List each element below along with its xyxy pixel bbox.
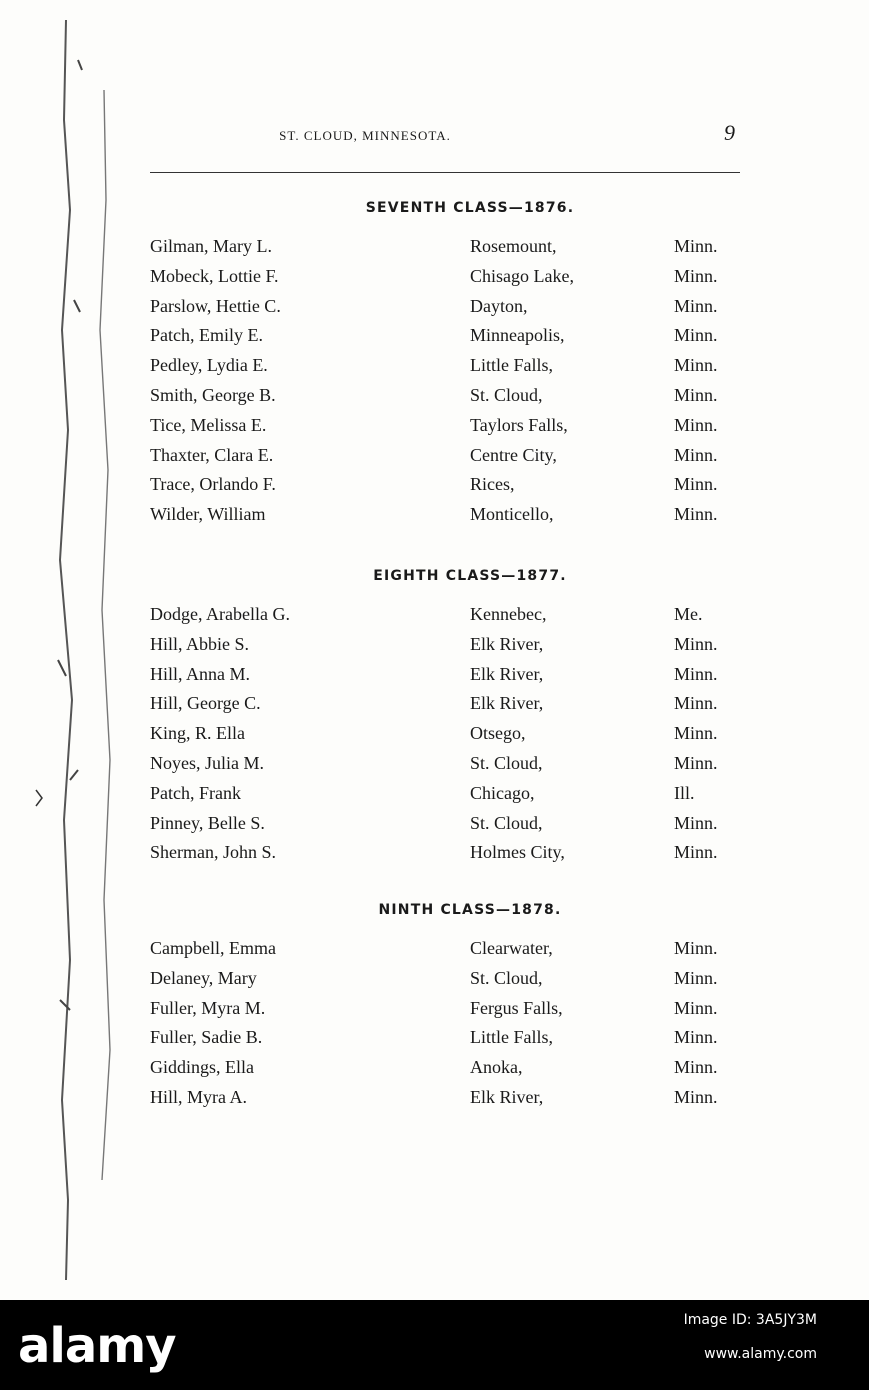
student-name: Dodge, Arabella G. bbox=[150, 604, 290, 624]
student-state: Minn. bbox=[674, 474, 718, 495]
student-name: Delaney, Mary bbox=[150, 967, 257, 988]
list-item bbox=[150, 411, 750, 441]
alamy-logo[interactable]: alamy bbox=[18, 1318, 176, 1374]
class-list bbox=[150, 934, 750, 1113]
student-name: Thaxter, Clara E. bbox=[150, 444, 274, 465]
student-name: Fuller, Sadie B. bbox=[150, 1027, 263, 1048]
student-state: Minn. bbox=[674, 723, 718, 744]
student-name: Fuller, Myra M. bbox=[150, 997, 266, 1018]
class-list bbox=[150, 232, 750, 530]
student-state: Minn. bbox=[674, 967, 718, 988]
student-name: Tice, Melissa E. bbox=[150, 414, 267, 435]
section-title: SEVENTH CLASS—1876. bbox=[365, 200, 575, 216]
student-state: Minn. bbox=[674, 355, 718, 376]
student-state: Minn. bbox=[674, 1086, 718, 1107]
student-town: St. Cloud, bbox=[470, 812, 543, 833]
student-state: Minn. bbox=[674, 414, 718, 435]
student-state: Minn. bbox=[674, 752, 718, 773]
list-item bbox=[150, 964, 750, 994]
student-name: Patch, Emily E. bbox=[150, 325, 263, 346]
class-list bbox=[150, 600, 750, 868]
student-town: Holmes City, bbox=[470, 842, 565, 863]
student-name: Hill, Myra A. bbox=[150, 1086, 247, 1107]
student-state: Minn. bbox=[674, 1057, 718, 1078]
student-name: Patch, Frank bbox=[150, 782, 241, 803]
student-town: Rices, bbox=[470, 474, 515, 495]
list-item bbox=[150, 630, 750, 660]
student-town: Monticello, bbox=[470, 504, 554, 525]
student-name: Mobeck, Lottie F. bbox=[150, 265, 279, 286]
list-item bbox=[150, 321, 750, 351]
student-state: Minn. bbox=[674, 1027, 718, 1048]
list-item bbox=[150, 749, 750, 779]
student-name: Smith, George B. bbox=[150, 384, 276, 405]
student-town: Centre City, bbox=[470, 444, 557, 465]
student-name: King, R. Ella bbox=[150, 723, 245, 744]
list-item bbox=[150, 292, 750, 322]
list-item bbox=[150, 779, 750, 809]
student-name: Gilman, Mary L. bbox=[150, 236, 272, 256]
list-item bbox=[150, 1053, 750, 1083]
student-name: Pedley, Lydia E. bbox=[150, 355, 268, 376]
student-state: Minn. bbox=[674, 997, 718, 1018]
student-town: Clearwater, bbox=[470, 938, 553, 958]
student-name: Trace, Orlando F. bbox=[150, 474, 276, 495]
class-section-seventh bbox=[150, 200, 750, 530]
student-town: Little Falls, bbox=[470, 355, 553, 376]
student-town: Fergus Falls, bbox=[470, 997, 563, 1018]
list-item bbox=[150, 934, 750, 964]
student-state: Minn. bbox=[674, 265, 718, 286]
student-town: Dayton, bbox=[470, 295, 528, 316]
student-state: Minn. bbox=[674, 693, 718, 714]
student-state: Me. bbox=[674, 604, 703, 624]
student-state: Minn. bbox=[674, 633, 718, 654]
list-item bbox=[150, 838, 750, 868]
header-rule bbox=[150, 172, 740, 173]
student-town: Rosemount, bbox=[470, 236, 557, 256]
student-town: Kennebec, bbox=[470, 604, 547, 624]
student-state: Minn. bbox=[674, 325, 718, 346]
section-title: NINTH CLASS—1878. bbox=[378, 902, 562, 918]
student-name: Wilder, William bbox=[150, 504, 266, 525]
student-town: St. Cloud, bbox=[470, 384, 543, 405]
student-name: Giddings, Ella bbox=[150, 1057, 254, 1078]
student-town: Chicago, bbox=[470, 782, 535, 803]
image-id: Image ID: 3A5JY3M bbox=[683, 1312, 817, 1328]
binding-edge-marks bbox=[0, 0, 140, 1300]
student-state: Minn. bbox=[674, 812, 718, 833]
list-item bbox=[150, 1083, 750, 1113]
student-state: Minn. bbox=[674, 384, 718, 405]
student-name: Sherman, John S. bbox=[150, 842, 276, 863]
list-item bbox=[150, 262, 750, 292]
student-state: Minn. bbox=[674, 663, 718, 684]
student-state: Minn. bbox=[674, 236, 718, 256]
student-name: Campbell, Emma bbox=[150, 938, 276, 958]
student-state: Minn. bbox=[674, 504, 718, 525]
section-title: EIGHTH CLASS—1877. bbox=[373, 568, 567, 584]
student-name: Hill, George C. bbox=[150, 693, 261, 714]
page-header bbox=[150, 120, 735, 160]
student-town: Elk River, bbox=[470, 663, 544, 684]
student-name: Hill, Anna M. bbox=[150, 663, 251, 684]
list-item bbox=[150, 719, 750, 749]
list-item bbox=[150, 441, 750, 471]
student-town: Elk River, bbox=[470, 693, 544, 714]
list-item bbox=[150, 809, 750, 839]
student-town: Chisago Lake, bbox=[470, 265, 574, 286]
student-town: Elk River, bbox=[470, 633, 544, 654]
student-town: St. Cloud, bbox=[470, 752, 543, 773]
student-town: Taylors Falls, bbox=[470, 414, 568, 435]
student-name: Parslow, Hettie C. bbox=[150, 295, 281, 316]
running-head: ST. CLOUD, MINNESOTA. bbox=[279, 128, 451, 143]
list-item bbox=[150, 1023, 750, 1053]
student-state: Ill. bbox=[674, 782, 695, 803]
list-item bbox=[150, 470, 750, 500]
student-town: Little Falls, bbox=[470, 1027, 553, 1048]
student-town: Otsego, bbox=[470, 723, 526, 744]
site-link[interactable]: www.alamy.com bbox=[704, 1346, 817, 1362]
student-state: Minn. bbox=[674, 295, 718, 316]
student-town: St. Cloud, bbox=[470, 967, 543, 988]
list-item bbox=[150, 232, 750, 262]
student-state: Minn. bbox=[674, 842, 718, 863]
list-item bbox=[150, 500, 750, 530]
class-section-ninth bbox=[150, 902, 750, 1113]
student-name: Noyes, Julia M. bbox=[150, 752, 264, 773]
list-item bbox=[150, 600, 750, 630]
student-state: Minn. bbox=[674, 938, 718, 958]
student-town: Anoka, bbox=[470, 1057, 523, 1078]
class-section-eighth bbox=[150, 568, 750, 868]
list-item bbox=[150, 689, 750, 719]
page-number: 9 bbox=[724, 120, 735, 145]
student-name: Hill, Abbie S. bbox=[150, 633, 250, 654]
student-name: Pinney, Belle S. bbox=[150, 812, 265, 833]
student-state: Minn. bbox=[674, 444, 718, 465]
list-item bbox=[150, 994, 750, 1024]
list-item bbox=[150, 381, 750, 411]
list-item bbox=[150, 660, 750, 690]
student-town: Elk River, bbox=[470, 1086, 544, 1107]
list-item bbox=[150, 351, 750, 381]
student-town: Minneapolis, bbox=[470, 325, 565, 346]
